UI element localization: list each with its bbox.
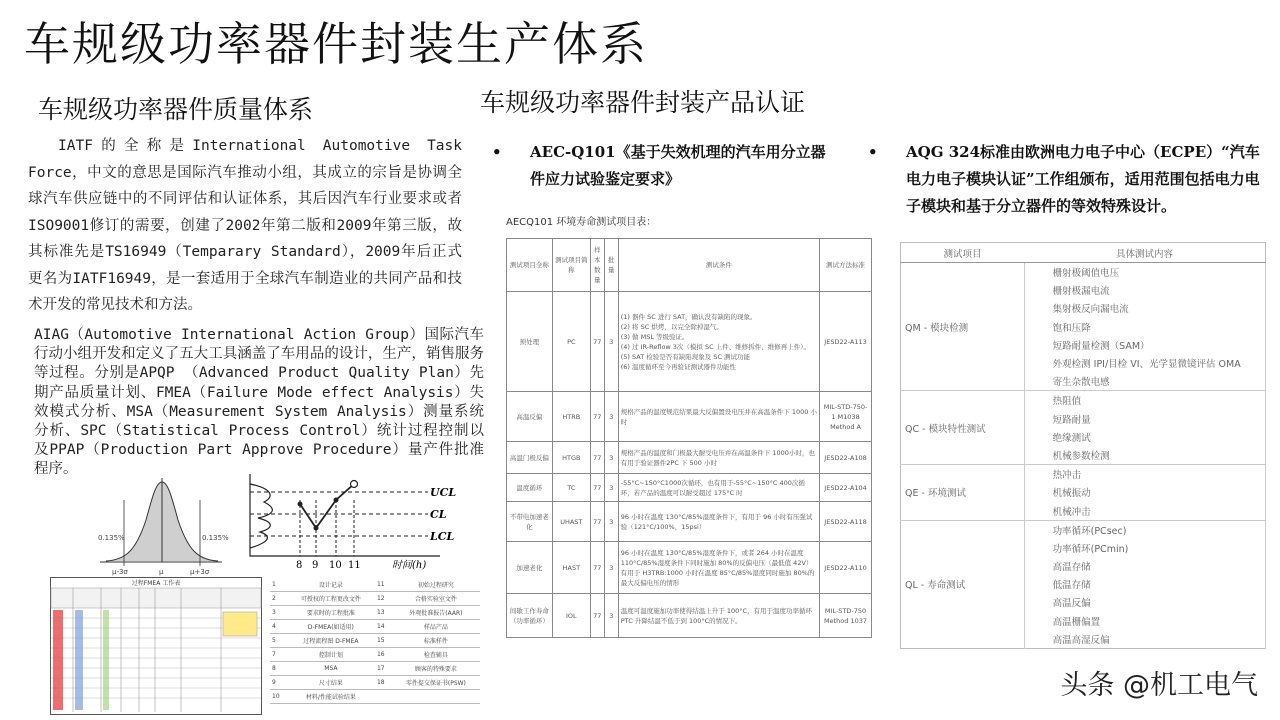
aec-table-cell: 77 (590, 542, 604, 594)
tail-label-left: 0.135% (98, 534, 125, 542)
ppap-list-cell: 12 (375, 592, 392, 606)
ppap-list-cell: D-FMEA(如适用) (287, 620, 375, 634)
aec-table-cell: 3 (604, 542, 618, 594)
aqg-category-cell: QL - 寿命测试 (901, 520, 1025, 648)
aec-table-cell: 96 小时在温度 130°C/85%湿度条件下，或者 264 小时在温度 110°C/85%湿度条件下同时施加 80%的反偏电压（最低值 42V）有用于 H3TRB:1000 小时在温度 85°C/85%湿度同时施加 80%的最大反偏电压的情形 (618, 542, 819, 594)
aqg-item-cell: 低温存储 (1024, 575, 1265, 593)
x-tick-8: 8 (296, 560, 303, 571)
ppap-list-row (270, 620, 480, 634)
aec-table-cell: 规格产品的温度规范结果最大反偏置设电压并在高温条件下 1000 小时 (618, 392, 819, 442)
ppap-list-cell: 尺寸结果 (287, 676, 375, 690)
ppap-list-row (270, 648, 480, 662)
aec-table-cell: 规格产品的温度和门极最大耐受电压并在高温条件下 1000小时，也有用于验证器件2PC 下 500 小时 (618, 442, 819, 474)
aec-table-cell: 77 (590, 474, 604, 502)
ppap-list-cell: 10 (270, 690, 287, 704)
aec-table-row (507, 442, 872, 474)
source-watermark: 头条 @机工电气 (1060, 670, 1258, 701)
aec-table-cell: 不带电加速老化 (507, 502, 553, 542)
aqg-item-cell: 寄生杂散电感 (1024, 372, 1265, 391)
aqg-item-cell: 高温栅偏置 (1024, 612, 1265, 630)
ppap-list-cell: 设计记录 (287, 578, 375, 592)
aec-table-row (507, 594, 872, 638)
ppap-list-cell: 2 (270, 592, 287, 606)
aec-table-cell: 96 小时在温度 130°C/85%湿度条件下，有用于 96 小时有压强试验（121°C/100%，15psi） (618, 502, 819, 542)
ppap-list-cell: 样品产品 (392, 620, 480, 634)
ppap-list-cell: 16 (375, 648, 392, 662)
x-axis-time-label: 时间(h) (392, 560, 427, 571)
ppap-list-cell: 4 (270, 620, 287, 634)
spc-control-chart (240, 470, 476, 578)
aec-table-caption: AECQ101 环境寿命测试项目表： (506, 217, 657, 228)
aqg-item-cell: 热冲击 (1024, 465, 1265, 484)
aqg-item-cell: 机械参数检测 (1024, 446, 1265, 465)
ppap-list-cell: 合格实验室文件 (392, 592, 480, 606)
ppap-list-cell: 5 (270, 634, 287, 648)
aec-table-cell: 间歇工作寿命（功率循环） (507, 594, 553, 638)
ppap-list-cell: 8 (270, 662, 287, 676)
ppap-list-row (270, 592, 480, 606)
page-title: 车规级功率器件封装生产体系 (24, 17, 648, 71)
aec-table-row (507, 292, 872, 392)
pfmea-grid-graphic (51, 588, 261, 712)
aec-table-cell: HTRB (552, 392, 590, 442)
mid-heading: 车规级功率器件封装产品认证 (480, 88, 806, 117)
aqg-324-text: AQG 324标准由欧洲电力电子中心（ECPE）“汽车电力电子模块认证”工作组颁布，适用范围包括电力电子模块和基于分立器件的等效特殊设计。 (906, 143, 1260, 215)
ppap-list-cell: 13 (375, 606, 392, 620)
ppap-list-cell: 材料/性能试验结果 (287, 690, 375, 704)
aec-table-cell: 77 (590, 292, 604, 392)
ppap-list-cell: 标准样件 (392, 634, 480, 648)
aqg-item-cell: 栅射极阈值电压 (1024, 263, 1265, 282)
aec-table-cell: JESD22-A110 (820, 542, 872, 594)
ppap-list-cell: MSA (287, 662, 375, 676)
ppap-list-cell: 过程流程图 D-FMEA (287, 634, 375, 648)
aec-table-cell: 3 (604, 474, 618, 502)
aec-table-row (507, 392, 872, 442)
aqg-324-test-table (900, 242, 1266, 649)
aec-table-cell: MIL-STD-750-1 M1038 Method A (820, 392, 872, 442)
aec-table-cell: 77 (590, 594, 604, 638)
aec-table-cell: 3 (604, 502, 618, 542)
ppap-list-cell: 可授权的工程更改文件 (287, 592, 375, 606)
aqg-table-row (901, 465, 1266, 484)
aec-table-cell: (1) 器件 SC 进行 SAT，确认没有缺陷的现象。 (2) 将 SC 烘烤，以完全除掉湿气。 (3) 做 MSL 等级验证。 (4) 过 IR-Reflow 3次（模拟 SC 上件、维修拆件、维修再上件）。 (5) SAT 检验是否有缺陷现象及 SC 测试功能 (6) 温度循环至今再验证测试器件功能性 (618, 292, 819, 392)
ppap-list-cell: 控制计划 (287, 648, 375, 662)
aec-table-row (507, 502, 872, 542)
aec-table-cell: JESD22-A108 (820, 442, 872, 474)
ppap-list-row (270, 662, 480, 676)
aec-col-header: 测试方法标准 (820, 239, 872, 292)
aec-table-cell: 77 (590, 502, 604, 542)
aec-table-cell: HAST (552, 542, 590, 594)
ppap-list-cell: 外观批准报告(AAR) (392, 606, 480, 620)
aec-table-cell: UHAST (552, 502, 590, 542)
aec-q101-bullet (492, 139, 826, 193)
aqg-item-cell: 短路耐量 (1024, 410, 1265, 428)
spc-chart-graphic (250, 474, 440, 556)
aqg-item-cell: 高温反偏 (1024, 593, 1265, 611)
aec-table-cell: 3 (604, 594, 618, 638)
ucl-label: UCL (430, 486, 457, 499)
aqg-item-cell: 饱和压降 (1024, 318, 1265, 336)
aec-q101-test-table (506, 238, 872, 638)
aec-col-header: 测试项目全称 (507, 239, 553, 292)
iatf-paragraph: IATF的全称是International Automotive Task Force，中文的意思是国际汽车推动小组，其成立的宗旨是协调全球汽车供应链中的不同评估和认证体系，其后因汽车行业要求或者ISO9001修订的需要，创建了2002年第二版和2009年第三版，故其标准先是TS16949（Temparary Standard），2009年后正式更名为IATF16949，是一套适用于全球汽车制造业的共同产品和技术开发的常见技术和方法。 (28, 138, 462, 313)
ppap-list-row (270, 676, 480, 690)
normal-distribution-figure (96, 470, 229, 578)
aqg-324-bullet (868, 139, 1272, 220)
aec-table-cell: 3 (604, 292, 618, 392)
aec-table-cell: MIL-STD-750 Method 1037 (820, 594, 872, 638)
aqg-item-cell: 机械振动 (1024, 483, 1265, 501)
aec-table-cell: TC (552, 474, 590, 502)
mu-minus-3sigma-label: μ-3σ (112, 568, 128, 576)
aqg-category-cell: QM - 模块检测 (901, 263, 1025, 391)
aqg-table-row (901, 391, 1266, 410)
aec-table-row (507, 474, 872, 502)
ppap-list-row (270, 578, 480, 592)
ppap-list-cell (375, 690, 392, 704)
ppap-list-cell: 要求时的工程批准 (287, 606, 375, 620)
ppap-list-cell: 3 (270, 606, 287, 620)
aqg-item-cell: 外观检测 IPI/目检 VI、光学显微镜评估 OMA (1024, 354, 1265, 372)
aqg-item-cell: 功率循环(PCsec) (1024, 520, 1265, 539)
aec-table-cell: IOL (552, 594, 590, 638)
aec-q101-text: AEC-Q101《基于失效机理的汽车用分立器件应力试验鉴定要求》 (530, 143, 826, 188)
ppap-list-cell: 14 (375, 620, 392, 634)
aqg-col-test-content: 具体测试内容 (1024, 243, 1265, 263)
aec-table-cell: 高温反偏 (507, 392, 553, 442)
cl-label: CL (430, 508, 447, 521)
ppap-list-cell: 7 (270, 648, 287, 662)
aiag-paragraph: AIAG（Automotive International Action Group）国际汽车行动小组开发和定义了五大工具涵盖了车用品的设计，生产，销售服务等过程。分别是APQP （Advanced Product Quality Plan）先期产品质量计划、FMEA（Failure Mode effect Analysis）失效模式分析、MSA（Measurement System Analysis）测量系统分析、SPC（Statistical Process Control）统计过程控制以及PPAP（Production Part Approve Procedure）量产件批准程序。 (34, 327, 484, 478)
aqg-category-cell: QE - 环境测试 (901, 465, 1025, 521)
aqg-category-cell: QC - 模块特性测试 (901, 391, 1025, 465)
ppap-list-cell: 检查辅具 (392, 648, 480, 662)
aec-table-row (507, 542, 872, 594)
bullet-dot-icon: • (868, 143, 878, 161)
aqg-item-cell: 绝缘测试 (1024, 428, 1265, 446)
aqg-item-cell: 机械冲击 (1024, 501, 1265, 520)
aec-table-cell: 3 (604, 442, 618, 474)
aqg-col-test-item: 测试项目 (901, 243, 1025, 263)
aqg-table-row (901, 520, 1266, 539)
bell-curve-graphic (100, 478, 222, 566)
aec-table-cell: 高温门极反偏 (507, 442, 553, 474)
aqg-item-cell: 高温存储 (1024, 557, 1265, 575)
aec-col-header: 样本数量 (590, 239, 604, 292)
aqg-item-cell: 短路耐量检测（SAM） (1024, 336, 1265, 354)
ppap-list-row (270, 690, 480, 704)
pfmea-worksheet-thumbnail (50, 577, 262, 715)
ppap-list-cell: 15 (375, 634, 392, 648)
aec-table-cell: HTGB (552, 442, 590, 474)
aqg-item-cell: 功率循环(PCmin) (1024, 539, 1265, 557)
ppap-list-cell: 17 (375, 662, 392, 676)
aec-table-cell: 温度可温度施加功率使得结温上升于 100°C，有用于温度功率循环 PTC 升降结温不低于到 100°C的情况下。 (618, 594, 819, 638)
aec-table-cell: 77 (590, 442, 604, 474)
aec-table-cell: 预处理 (507, 292, 553, 392)
aec-col-header: 测试项目简称 (552, 239, 590, 292)
lcl-label: LCL (430, 530, 455, 543)
aec-table-cell: 77 (590, 392, 604, 442)
ppap-list-cell (392, 690, 480, 704)
aec-table-cell: JESD22-A118 (820, 502, 872, 542)
aec-table-cell: JESD22-A113 (820, 292, 872, 392)
aqg-table-row (901, 263, 1266, 282)
tail-label-right: 0.135% (202, 534, 229, 542)
ppap-list-cell: 11 (375, 578, 392, 592)
aec-table-cell: 加速老化 (507, 542, 553, 594)
ppap-list-row (270, 634, 480, 648)
aqg-item-cell: 热阻值 (1024, 391, 1265, 410)
ppap-element-list (270, 578, 480, 704)
ppap-list-cell: 18 (375, 676, 392, 690)
aec-table-cell: 3 (604, 392, 618, 442)
aec-table-cell: -55°C~150°C1000次循环，也有用于-55°C~150°C 400次循环，若产品的温度可以耐受超过 175°C 时 (618, 474, 819, 502)
ppap-list-cell: 顾客的特殊要求 (392, 662, 480, 676)
bullet-dot-icon: • (492, 143, 502, 161)
ppap-list-cell: 零件提交保证书(PSW) (392, 676, 480, 690)
ppap-list-row (270, 606, 480, 620)
mu-label: μ (159, 568, 164, 576)
left-heading: 车规级功率器件质量体系 (38, 95, 314, 124)
mu-plus-3sigma-label: μ+3σ (190, 568, 210, 576)
aqg-item-cell: 集射极反向漏电流 (1024, 299, 1265, 317)
ppap-list-cell: 初始过程研究 (392, 578, 480, 592)
ppap-list-cell: 1 (270, 578, 287, 592)
aec-table-cell: JESD22-A104 (820, 474, 872, 502)
aqg-item-cell: 栅射极漏电流 (1024, 281, 1265, 299)
aec-col-header: 批量 (604, 239, 618, 292)
x-tick-10: 10 (329, 560, 342, 571)
x-tick-9: 9 (312, 560, 319, 571)
pfmea-header: 过程FMEA 工作表 (131, 580, 181, 587)
aec-table-cell: 温度循环 (507, 474, 553, 502)
ppap-list-cell: 9 (270, 676, 287, 690)
aec-col-header: 测试条件 (618, 239, 819, 292)
aqg-item-cell: 高温高湿反偏 (1024, 630, 1265, 649)
aec-table-cell: PC (552, 292, 590, 392)
x-tick-11: 11 (348, 560, 361, 571)
